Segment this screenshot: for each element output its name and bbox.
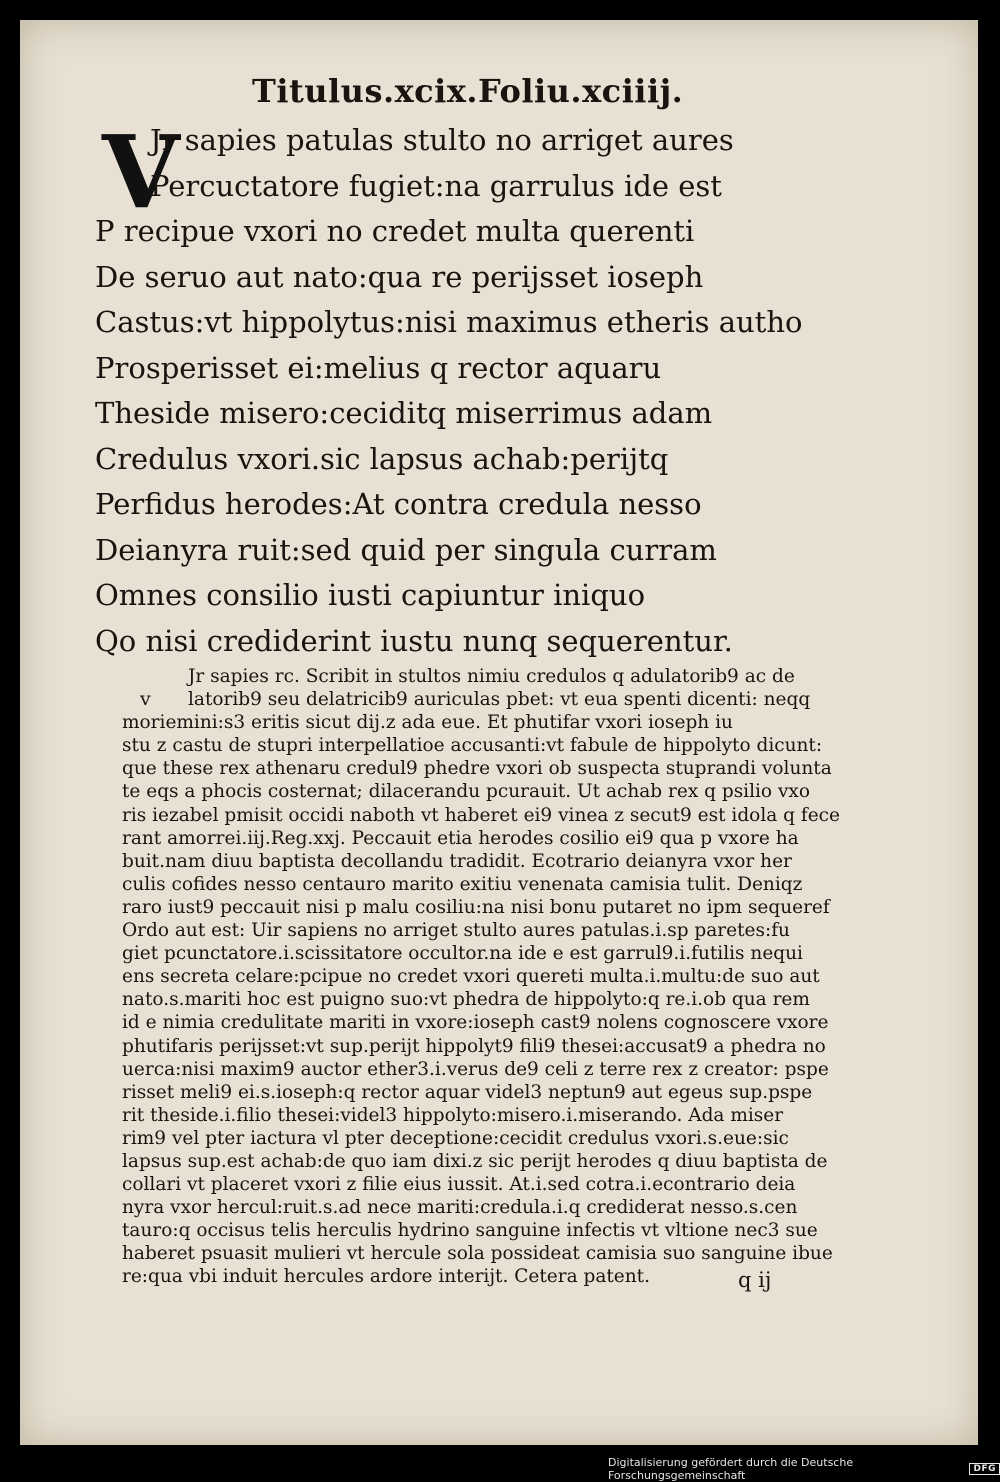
commentary-line: giet pcunctatore.i.scissitatore occultor.na ide e est garrul9.i.futilis nequi: [122, 943, 803, 965]
folio-header: Titulus.xcix.Foliu.xciiij.: [252, 72, 684, 110]
commentary-line: te eqs a phocis costernat; dilacerandu pcurauit. Ut achab rex q psilio vxo: [122, 781, 810, 803]
commentary-line: lapsus sup.est achab:de quo iam dixi.z sic perijt herodes q diuu baptista de: [122, 1150, 828, 1172]
commentary-line: collari vt placeret vxori z filie eius iussit. At.i.sed cotra.i.econtrario deia: [122, 1174, 796, 1196]
commentary-line: rim9 vel pter iactura vl pter deceptione:cecidit credulus vxori.s.eue:sic: [122, 1127, 789, 1149]
verse-line: Omnes consilio iusti capiuntur iniquo: [95, 578, 646, 612]
commentary-line: re:qua vbi induit hercules ardore interijt. Cetera patent.: [122, 1266, 650, 1288]
commentary-line: haberet psuasit mulieri vt hercule sola possideat camisia suo sanguine ibue: [122, 1243, 833, 1265]
margin-letter: v: [140, 688, 151, 710]
verse-block: [95, 113, 803, 664]
commentary-line: rant amorrei.iij.Reg.xxj. Peccauit etia herodes cosilio ei9 qua p vxore ha: [122, 827, 799, 849]
commentary-line: moriemini:s3 eritis sicut dij.z ada eue. Et phutifar vxori ioseph iu: [122, 712, 733, 734]
signature-mark: q ij: [738, 1268, 772, 1292]
verse-line: Theside misero:ceciditq miserrimus adam: [95, 396, 713, 430]
commentary-line: Ordo aut est: Uir sapiens no arriget stulto aures patulas.i.sp paretes:fu: [122, 920, 790, 942]
verse-line: Jr sapies patulas stulto no arriget aures: [150, 123, 734, 157]
verse-line: P recipue vxori no credet multa querenti: [95, 214, 695, 248]
footer-credit: [608, 1456, 1000, 1482]
commentary-block: [122, 665, 840, 1289]
commentary-line: ens secreta celare:pcipue no credet vxori quereti multa.i.multu:de suo aut: [122, 966, 820, 988]
commentary-line: tauro:q occisus telis herculis hydrino sanguine infectis vt vltione nec3 sue: [122, 1220, 818, 1242]
verse-line: Percuctatore fugiet:na garrulus ide est: [150, 168, 722, 203]
commentary-line: stu z castu de stupri interpellatioe accusanti:vt fabule de hippolyto dicunt:: [122, 735, 823, 757]
commentary-line: culis cofides nesso centauro marito exitiu venenata camisia tulit. Deniqz: [122, 873, 803, 895]
verse-line: Deianyra ruit:sed quid per singula curram: [95, 532, 717, 567]
commentary-line: raro iust9 peccauit nisi p malu cosiliu:na nisi bonu putaret no ipm sequeref: [122, 896, 830, 918]
footer-text: Digitalisierung gefördert durch die Deutsche Forschungsgemeinschaft: [608, 1456, 854, 1482]
commentary-line: phutifaris perijsset:vt sup.perijt hippolyt9 fili9 thesei:accusat9 a phedra no: [122, 1035, 826, 1057]
verse-line: Qo nisi crediderint iustu nunq sequerentur.: [95, 623, 733, 658]
commentary-line: nyra vxor hercul:ruit.s.ad nece mariti:credula.i.q crediderat nesso.s.cen: [122, 1197, 798, 1219]
commentary-line: latorib9 seu delatricib9 auriculas pbet: vt eua spenti dicenti: neqq: [188, 689, 811, 711]
commentary-line: risset meli9 ei.s.ioseph:q rector aquar videl3 neptun9 aut egeus sup.pspe: [122, 1081, 813, 1103]
verse-line: Credulus vxori.sic lapsus achab:perijtq: [95, 441, 669, 476]
verse-line: Prosperisset ei:melius q rector aquaru: [95, 350, 662, 385]
verse-line: Castus:vt hippolytus:nisi maximus etheris autho: [95, 305, 803, 339]
commentary-line: ris iezabel pmisit occidi naboth vt haberet ei9 vinea z secut9 est idola q fece: [122, 804, 840, 826]
commentary-line: rit theside.i.filio thesei:videl3 hippolyto:misero.i.miserando. Ada miser: [122, 1104, 784, 1126]
commentary-line: nato.s.mariti hoc est puigno suo:vt phedra de hippolyto:q re.i.ob qua rem: [122, 989, 810, 1011]
verse-line: De seruo aut nato:qua re perijsset ioseph: [95, 259, 704, 294]
commentary-line: uerca:nisi maxim9 auctor ether3.i.verus de9 celi z terre rex z creator: pspe: [122, 1058, 829, 1080]
commentary-line: buit.nam diuu baptista decollandu tradidit. Ecotrario deianyra vxor her: [122, 850, 792, 872]
commentary-line: Jr sapies rc. Scribit in stultos nimiu credulos q adulatorib9 ac de: [188, 666, 795, 687]
verse-line: Perfidus herodes:At contra credula nesso: [95, 487, 702, 521]
commentary-line: que these rex athenaru credul9 phedre vxori ob suspecta stuprandi volunta: [122, 758, 832, 780]
book-page: [20, 20, 978, 1445]
commentary-line: id e nimia credulitate mariti in vxore:ioseph cast9 nolens cognoscere vxore: [122, 1012, 829, 1034]
decorated-initial: V: [102, 113, 180, 231]
dfg-logo: DFG: [969, 1463, 1000, 1475]
